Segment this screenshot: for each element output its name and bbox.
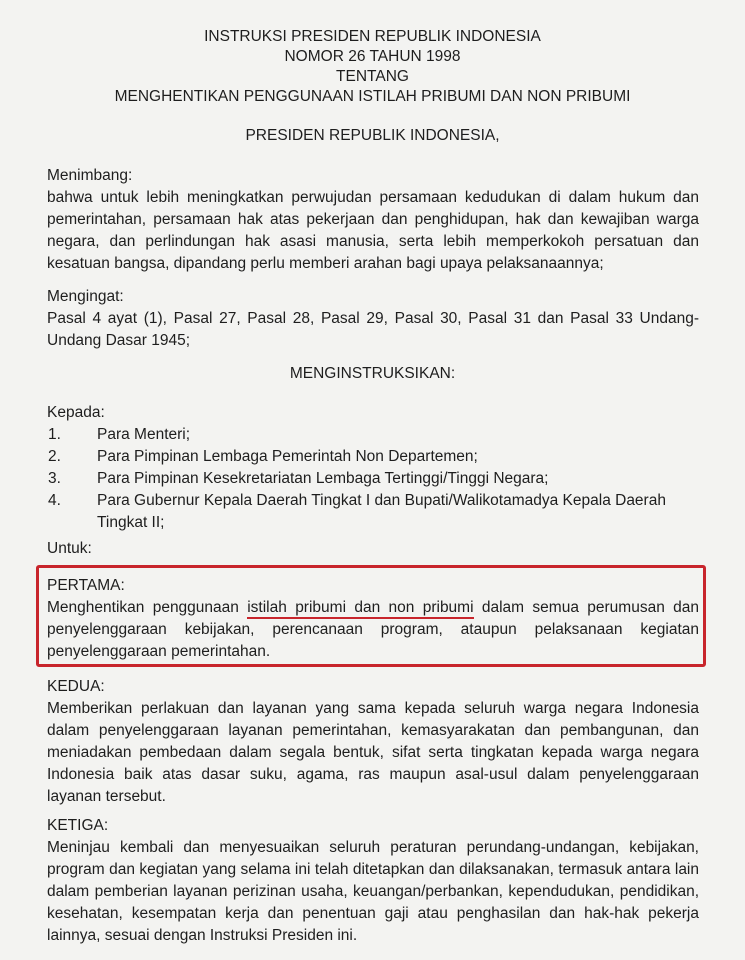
list-item-text: Para Pimpinan Kesekretariatan Lembaga Tertinggi/Tinggi Negara; xyxy=(97,470,549,487)
list-item-text: Para Gubernur Kepala Daerah Tingkat I dan Bupati/Walikotamadya Kepala Daerah Tingkat II; xyxy=(97,492,666,531)
pertama-text-before: Menghentikan penggunaan xyxy=(47,599,248,616)
kepada-list xyxy=(47,424,699,534)
list-item-number: 4. xyxy=(48,492,61,509)
section-mengingat xyxy=(47,286,699,352)
pertama-text-after: dalam semua perumusan dan penyelenggaraan kebijakan, perencanaan program, ataupun pelaksanaan kegiatan penyelenggaraan pemerintahan. xyxy=(47,599,699,660)
section-kedua xyxy=(47,676,699,808)
list-item xyxy=(47,446,699,468)
kedua-heading: KEDUA: xyxy=(47,678,105,695)
document-header xyxy=(0,27,745,107)
untuk-heading: Untuk: xyxy=(47,540,92,557)
kedua-text: Memberikan perlakuan dan layanan yang sama kepada seluruh warga negara Indonesia dalam penyelenggaraan layanan pemerintahan, kemasyarakatan dan pembangunan, dan meniadakan pembedaan dalam segala bentuk, sifat serta tingkatan kepada warga negara Indonesia baik atas dasar suku, agama, ras maupun asal-usul dalam penyelenggaraan layanan tersebut. xyxy=(47,700,699,805)
section-pertama xyxy=(47,575,699,663)
menimbang-text: bahwa untuk lebih meningkatkan perwujudan persamaan kedudukan di dalam hukum dan pemerintahan, persamaan hak atas pekerjaan dan penghidupan, hak dan kewajiban warga negara, dan perlindungan hak asasi manusia, serta lebih memperkokoh persatuan dan kesatuan bangsa, dipandang perlu memberi arahan bagi upaya pelaksanaannya; xyxy=(47,189,699,272)
mengingat-heading: Mengingat: xyxy=(47,288,124,305)
list-item-text: Para Pimpinan Lembaga Pemerintah Non Departemen; xyxy=(97,448,478,465)
pertama-heading: PERTAMA: xyxy=(47,577,125,594)
list-item-number: 3. xyxy=(48,470,61,487)
mengingat-text: Pasal 4 ayat (1), Pasal 27, Pasal 28, Pasal 29, Pasal 30, Pasal 31 dan Pasal 33 Undang-Undang Dasar 1945; xyxy=(47,310,699,349)
kepada-heading: Kepada: xyxy=(47,404,105,421)
ketiga-heading: KETIGA: xyxy=(47,817,109,834)
list-item xyxy=(47,468,699,490)
menimbang-heading: Menimbang: xyxy=(47,167,133,184)
pertama-underlined-phrase: istilah pribumi dan non pribumi xyxy=(247,599,473,619)
section-ketiga xyxy=(47,815,699,947)
pertama-text xyxy=(47,597,699,663)
menginstruksikan-title: MENGINSTRUKSIKAN: xyxy=(289,365,456,382)
president-line: PRESIDEN REPUBLIK INDONESIA, xyxy=(245,127,500,144)
section-menimbang xyxy=(47,165,699,275)
list-item-number: 1. xyxy=(48,426,61,443)
header-subject: MENGHENTIKAN PENGGUNAAN ISTILAH PRIBUMI DAN NON PRIBUMI xyxy=(114,88,631,105)
header-title: INSTRUKSI PRESIDEN REPUBLIK INDONESIA xyxy=(204,28,541,45)
list-item xyxy=(47,424,699,446)
header-tentang: TENTANG xyxy=(336,68,409,85)
ketiga-text: Meninjau kembali dan menyesuaikan seluruh peraturan perundang-undangan, kebijakan, program dan kegiatan yang selama ini telah ditetapkan dan dilaksanakan, termasuk antara lain dalam pemberian layanan perizinan usaha, keuangan/perbankan, kependudukan, pendidikan, kesehatan, kesempatan kerja dan penentuan gaji atau penghasilan dan hak-hak pekerja lainnya, sesuai dengan Instruksi Presiden ini. xyxy=(47,839,699,944)
section-kepada xyxy=(47,402,699,534)
list-item xyxy=(47,490,699,534)
header-number: NOMOR 26 TAHUN 1998 xyxy=(284,48,461,65)
list-item-number: 2. xyxy=(48,448,61,465)
list-item-text: Para Menteri; xyxy=(97,426,191,443)
